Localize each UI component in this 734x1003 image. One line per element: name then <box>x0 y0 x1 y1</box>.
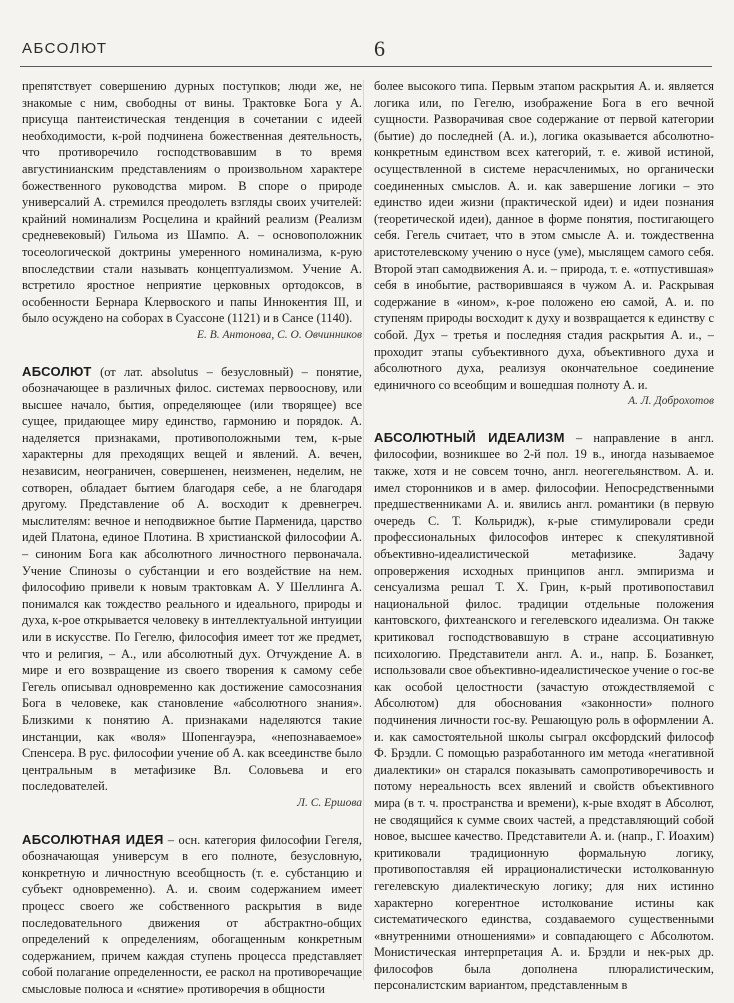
entry-headword: АБСОЛЮТНАЯ ИДЕЯ <box>22 831 164 847</box>
column-divider <box>363 80 364 980</box>
entry-absolute-idealism <box>374 430 714 994</box>
entry-absolute-idea-continuation <box>374 78 714 410</box>
entry-absolut <box>22 364 362 812</box>
entry-author: Л. С. Ершова <box>297 796 362 809</box>
entry-text: – осн. категория философии Гегеля, обозначающая универсум в его полноте, безусловную, конкретную и личностную всеобщность (т. е. субстанцию и субъект одновременно). А. и. своим содержанием имеет процесс своего же собственного раскрытия в виде последовательного движения от абстрактно-общих определений к определениям, обогащенным конкретным содержанием, причем каждая ступень процесса представляет собой полагание определенности, ее раскол на противоречащие смысловые полюса и «снятие» противоречия в общности <box>22 832 362 996</box>
page-number: 6 <box>374 36 385 61</box>
entry-text: – направление в англ. философии, возникшее во 2-й пол. 19 в., иногда называемое также, хотя и не совсем точно, англ. неогегельянством. А. и. имел сторонников и в амер. философии. Непосредственными предшественниками А. и. явились англ. романтики (в первую очередь С. Т. Кольридж), к-рые стимулировали среди профессиональных философов интерес к спекулятивной объективно-идеалистической метафизике. Задачу опровержения исходных принципов англ. эмпиризма и сенсуализма решал Т. Х. Грин, к-рый противопоставил национальной филос. традиции отдельные положения кантовского, фихтеанского и гегелевского идеализма. Он также критиковал господствовавшую в стране ассоциативную психологию. Представители англ. А. и., напр. Б. Бозанкет, использовали свое объективно-идеалистическое учение о гос-ве как особой целостности (зачастую отождествляемой с Абсолютом) для обоснования «законности» полного подчинения личности гос-ву. Решающую роль в оформлении А. и. как самостоятельной школы сыграл оксфордский философ Ф. Брэдли. С помощью разработанного им метода «негативной диалектики» он старался показывать самопротиворечивость и потому нереальность всех явлений и свойств объективного мира (в т. ч. пространства и времени), к-рые входят в Абсолют, не сводящийся к сумме своих частей, а представляющий собой новое, высшее качество. Представители А. и. (напр., Г. Иоахим) критиковали традиционную формальную логику, противопоставляя ей иррационалистически истолкованную гегелевскую диалектическую логику; для них истинно характерно когерентное истолкование истины как систематического единства, создаваемого существенными «внутренними отношениями» и совпадающего с Абсолютом. Монистическая интерпретация А. и. Брэдли и нек-рых др. философов была дополнена плюралистическим, персоналистским вариантом, представленным в <box>374 430 714 993</box>
entry-gap <box>374 416 714 430</box>
entry-body <box>22 832 362 998</box>
entry-author: Е. В. Антонова, С. О. Овчинников <box>196 328 362 341</box>
entry-absolute-idea <box>22 832 362 998</box>
entry-text: более высокого типа. Первым этапом раскрытия А. и. является логика или, по Гегелю, изображение Бога в его вечной сущности. Разворачивая свое содержание от первой категории (бытие) до последней (А. и.), логика оказывается абсолютно-конкретным единством всех категорий, т. е. живой истиной, осуществленной в системе нерасчленимых, но органически соединенных смыслов. А. и. как завершение логики – это единство идеи жизни (практической идеи) и идеи познания (теоретической идеи), данное в форме понятия, постигающего себя. Гегель считает, что в этом смысле А. и. тождественна аристотелевскому учению о нусе (уме), мыслящем самого себя. Второй этап самодвижения А. и. – природа, т. е. «отпустившая» себя в инобытие, растворившаяся в чужом А. и. Раскрывая содержание в «ином», к-рое положено ею самой, А. и. по ступеням природы восходит к духу и возвращается к единству с собой. Дух – третья и последняя стадия раскрытия А. и., – проходит этапы субъективного духа, объективного духа и абсолютного духа, реализуя окончательное соединение единичного со всеобщим и вошедшая полноту А. и. <box>374 79 714 392</box>
entry-gap <box>22 350 362 364</box>
entry-headword: АБСОЛЮТ <box>22 363 92 379</box>
entry-text: (от лат. absolutus – безусловный) – понятие, обозначающее в различных филос. системах первооснову, или высшее начало, бытия, определяющее (или творящее) все сущее, придающее миру единство, гармонию и порядок. А. наделяется признаками, противоположными тем, к-рые характерны для преходящих вещей и явлений. А. вечен, независим, неограничен, совершенен, неизменен, неделим, не сотворен, обладает бытием благодаря себе, а не благодаря другому. Представление об А. восходит к древнегреч. мыслителям: вечное и неподвижное бытие Парменида, царство идей Платона, единое Плотина. В христианской философии А. – синоним Бога как абсолютного личностного первоначала. Учение Спинозы о субстанции и его воздействие на нем. философию привели к новым трактовкам А. У Шеллинга А. понимался как тождество реального и идеального, природы и духа, к-рое открывается человеку в интеллектуальной интуиции или в искусстве. По Гегелю, философия имеет тот же предмет, что и религия, – А., или абсолютный дух. Отчуждение А. в мире и его возвращение из своего творения к самому себе Гегель описывал одновременно как достижение самосознания Бога в человеке, как становление «абсолютного знания». Близкими к понятию А. признаками наделяются такие инстанции, как «воля» Шопенгауэра, «непознаваемое» Спенсера. В рус. философии учение об А. как всеединстве было центральным в метафизике Вл. Соловьева и его последователей. <box>22 364 362 794</box>
entry-headword: АБСОЛЮТНЫЙ ИДЕАЛИЗМ <box>374 429 565 445</box>
right-column <box>374 78 714 1000</box>
left-column <box>22 78 362 1003</box>
header-rule <box>20 66 712 67</box>
entry-abelard-continuation <box>22 78 362 344</box>
entry-body <box>374 430 714 994</box>
running-title: АБСОЛЮТ <box>22 40 108 57</box>
entry-author: А. Л. Доброхотов <box>628 395 714 408</box>
entry-text: препятствует совершению дурных поступков; люди же, не знакомые с ним, свободны от вины. Трактовке Бога у А. присуща пантеистическая тенденция в сочетании с идеей необходимости, к-рой подчинена божественная деятельность, что противоречило господствовавшим в то время августинианским представлениям о произвольном характере божественного руководства миром. В споре о природе универсалий А. стремился преодолеть взгляды своих учителей: крайний номинализм Росцелина и крайний реализм (Реализм средневековый) Гильома из Шампо. А. – основоположник тосеологической доктрины умеренного номинализма, к-рую впоследствии стали называть концептуализмом. Учение А. встретило яростное неприятие церковных ортодоксов, в особенности Бернара Клервоского и папы Иннокентия III, и было осуждено на соборах в Суассоне (1121) и в Сансе (1140). <box>22 79 362 326</box>
entry-gap <box>22 818 362 832</box>
entry-body <box>22 364 362 795</box>
